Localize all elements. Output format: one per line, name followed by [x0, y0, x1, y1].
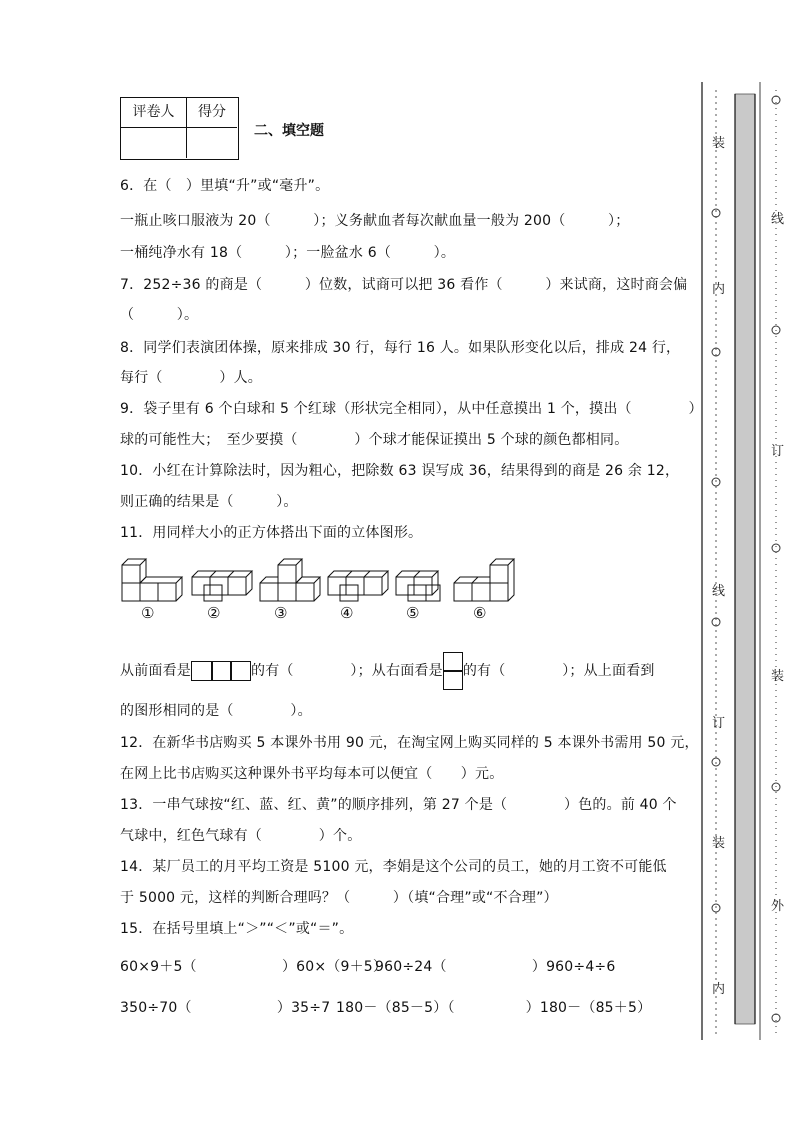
q11-stem: 11．用同样大小的正方体搭出下面的立体图形。 — [120, 525, 423, 541]
figure-label-3: ③ — [274, 604, 288, 622]
q6-stem: 6．在（ ）里填“升”或“毫升”。 — [120, 178, 330, 194]
margin-outer-2: 订 — [771, 444, 785, 459]
q15-expr2: 960÷24（ ）960÷4÷6 — [375, 959, 616, 975]
q14-line1: 14．某厂员工的月平均工资是 5100 元，李娟是这个公司的员工，她的月工资不可能低 — [120, 859, 667, 875]
cube-figure-4 — [328, 571, 388, 601]
q12-line2: 在网上比书店购买这种课外书平均每本可以便宜（ ）元。 — [120, 766, 504, 782]
figure-label-6: ⑥ — [473, 604, 487, 622]
score-header-grader: 评卷人 — [121, 98, 187, 128]
q15-expr3: 350÷70（ ）35÷7 — [120, 1000, 331, 1016]
score-header-score: 得分 — [187, 98, 237, 128]
score-table — [120, 97, 239, 160]
cube-figure-5 — [396, 571, 440, 601]
q12-line1: 12．在新华书店购买 5 本课外书用 90 元，在淘宝网上购买同样的 5 本课外书需用 50 元， — [120, 735, 699, 751]
margin-inner-4: 订 — [712, 716, 726, 731]
margin-inner-1: 装 — [712, 136, 726, 151]
q8-line2: 每行（ ）人。 — [120, 370, 262, 386]
section-title: 二、填空题 — [254, 123, 324, 139]
q9-line2: 球的可能性大； 至少要摸（ ）个球才能保证摸出 5 个球的颜色都相同。 — [120, 432, 629, 448]
score-cell-score[interactable] — [187, 128, 237, 158]
q6-line2: 一桶纯净水有 18（ ）；一脸盆水 6（ ）。 — [120, 245, 456, 261]
right-view-shape — [443, 652, 463, 690]
q8-line1: 8．同学们表演团体操，原来排成 30 行，每行 16 人。如果队形变化以后，排成 24 行， — [120, 340, 681, 356]
cube-figure-3 — [260, 559, 320, 601]
q6-line1: 一瓶止咳口服液为 20（ ）；义务献血者每次献血量一般为 200（ ）； — [120, 213, 630, 229]
q15-expr4: 180－（85－5）（ ）180－（85＋5） — [336, 1000, 652, 1016]
margin-outer-1: 线 — [771, 212, 785, 227]
q10-line2: 则正确的结果是（ ）。 — [120, 494, 298, 510]
figure-label-1: ① — [141, 604, 155, 622]
q11-top-text: 的有（ ）；从上面看到 — [462, 663, 655, 679]
q10-line1: 10．小红在计算除法时，因为粗心，把除数 63 误写成 36，结果得到的商是 26 余 12， — [120, 463, 680, 479]
figure-label-5: ⑤ — [406, 604, 420, 622]
cube-figure-1 — [122, 559, 182, 601]
q15-expr1: 60×9＋5（ ）60×（9＋5） — [120, 959, 388, 975]
q11-line2: 的图形相同的是（ ）。 — [120, 703, 312, 719]
margin-inner-2: 内 — [712, 282, 726, 297]
q11-line1 — [120, 652, 655, 690]
figure-label-4: ④ — [340, 604, 354, 622]
margin-inner-5: 装 — [712, 836, 726, 851]
q13-line2: 气球中，红色气球有（ ）个。 — [120, 828, 362, 844]
cube-figures — [118, 555, 528, 625]
margin-outer-4: 外 — [771, 899, 785, 914]
cube-figure-2 — [192, 571, 252, 601]
q11-right-text: 的有（ ）；从右面看是 — [251, 663, 443, 679]
q7-line2: （ ）。 — [120, 307, 199, 323]
q11-front-text: 从前面看是 — [120, 663, 191, 679]
q13-line1: 13．一串气球按“红、蓝、红、黄”的顺序排列，第 27 个是（ ）色的。前 40 个 — [120, 797, 677, 813]
figure-label-2: ② — [207, 604, 221, 622]
q14-line2: 于 5000 元，这样的判断合理吗？（ ）（填“合理”或“不合理”） — [120, 890, 558, 906]
q15-stem: 15．在括号里填上“＞”“＜”或“＝”。 — [120, 921, 354, 937]
q7-line1: 7．252÷36 的商是（ ）位数，试商可以把 36 看作（ ）来试商，这时商会偏 — [120, 277, 688, 293]
margin-outer-3: 装 — [771, 669, 785, 684]
score-cell-grader[interactable] — [121, 128, 187, 158]
q9-line1: 9．袋子里有 6 个白球和 5 个红球（形状完全相同），从中任意摸出 1 个，摸出（ ） — [120, 401, 703, 417]
front-view-shape — [191, 661, 251, 681]
margin-inner-3: 线 — [712, 584, 726, 599]
margin-inner-6: 内 — [712, 982, 726, 997]
cube-figure-6 — [454, 559, 514, 601]
